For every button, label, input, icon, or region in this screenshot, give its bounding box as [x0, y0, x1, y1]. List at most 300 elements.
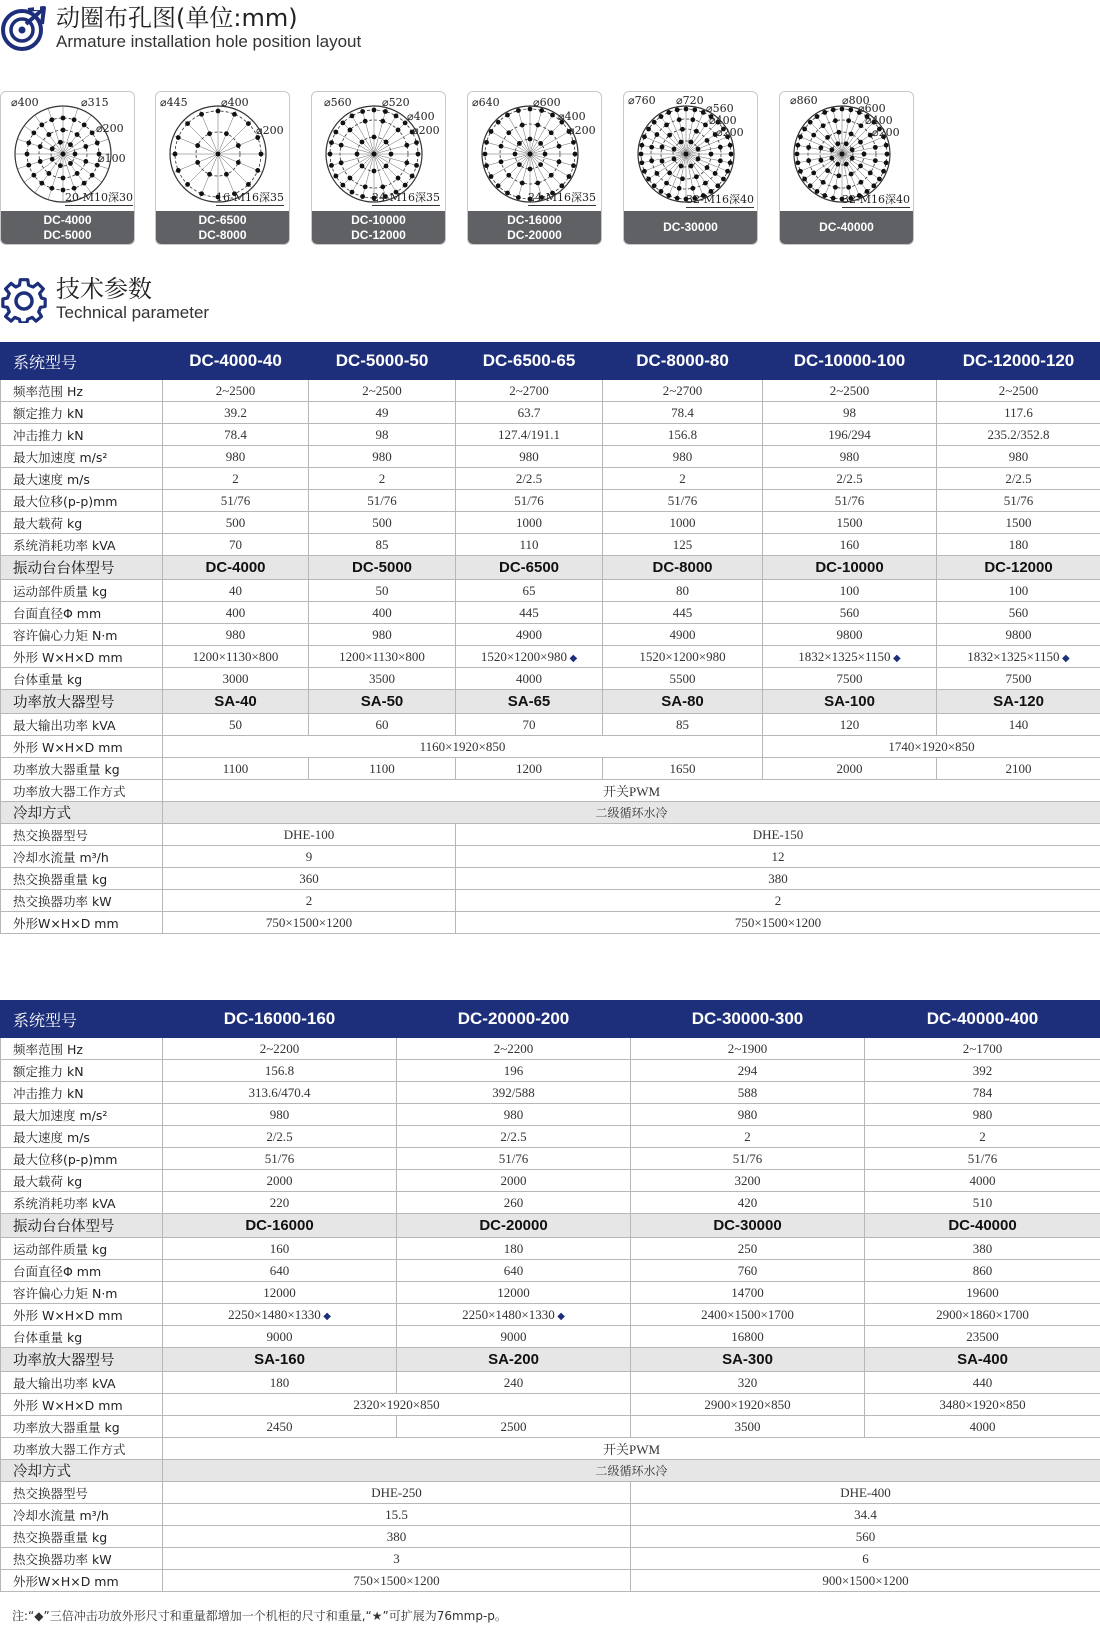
mounting-hole — [873, 158, 878, 163]
table-row — [1, 602, 1100, 624]
table-cell: 127.4/191.1 — [456, 424, 603, 446]
dimension-label: ⌀600 — [533, 96, 561, 109]
table-subheader-row — [1, 690, 1100, 714]
mounting-hole — [396, 176, 401, 181]
mounting-hole — [802, 177, 807, 182]
row-label: 最大位移(p-p)mm — [1, 490, 163, 512]
mounting-hole — [871, 183, 876, 188]
row-label: 振动台台体型号 — [1, 1214, 163, 1238]
mounting-hole — [844, 162, 849, 167]
mounting-hole — [363, 119, 368, 124]
dimension-label: ⌀560 — [706, 102, 734, 115]
table-cell: 80 — [603, 580, 763, 602]
table-cell: 980 — [163, 446, 309, 468]
table-cell: 750×1500×1200 — [163, 912, 456, 934]
mounting-hole — [559, 183, 564, 188]
table-cell: 240 — [397, 1372, 631, 1394]
mounting-hole — [58, 163, 63, 168]
mounting-hole — [38, 144, 43, 149]
mounting-hole — [881, 169, 886, 174]
center-hole — [528, 152, 533, 157]
mounting-hole — [667, 133, 672, 138]
table-subheader-row — [1, 1214, 1100, 1238]
dimension-label: 32-M16深40 — [842, 193, 910, 206]
table-cell: 2 — [603, 468, 763, 490]
row-label: 台面直径Φ mm — [1, 602, 163, 624]
hole-layout-card — [623, 91, 758, 245]
table-cell: 320 — [631, 1372, 865, 1394]
diamond-mark: ◆ — [890, 652, 901, 664]
mounting-hole — [835, 162, 840, 167]
mounting-hole — [829, 147, 834, 152]
table-row — [1, 1482, 1100, 1504]
mounting-hole — [185, 121, 190, 126]
table-cell: 2~2200 — [397, 1038, 631, 1060]
table-cell: 760 — [631, 1260, 865, 1282]
mounting-hole — [567, 174, 572, 179]
mounting-hole — [694, 174, 699, 179]
table-row — [1, 402, 1100, 424]
table-cell: 640 — [397, 1260, 631, 1282]
table-cell: DC-10000 — [763, 556, 937, 580]
dimension-label: ⌀445 — [160, 96, 188, 109]
mounting-hole — [207, 172, 212, 177]
section-title-zh: 技术参数 — [56, 275, 152, 303]
row-label: 最大加速度 m/s² — [1, 1104, 163, 1126]
dimension-label: ⌀200 — [568, 124, 596, 137]
table-cell: 2~1900 — [631, 1038, 865, 1060]
table-cell: 5500 — [603, 668, 763, 690]
table-cell: 2900×1920×850 — [631, 1394, 865, 1416]
table-cell: 2000 — [397, 1170, 631, 1192]
mounting-hole — [846, 185, 851, 190]
table-row — [1, 380, 1100, 402]
mounting-hole — [372, 169, 377, 174]
table-row — [1, 668, 1100, 690]
mounting-hole — [340, 120, 345, 125]
mounting-hole — [660, 159, 665, 164]
mounting-hole — [49, 117, 54, 122]
table-subheader-row — [1, 1348, 1100, 1372]
mounting-hole — [224, 131, 229, 136]
table-cell: 2400×1500×1700 — [631, 1304, 865, 1326]
table-cell: 39.2 — [163, 402, 309, 424]
mounting-hole — [333, 130, 338, 135]
mounting-hole — [639, 160, 644, 165]
model-caption-line: DC-16000 — [507, 212, 562, 227]
table-cell: 260 — [397, 1192, 631, 1214]
mounting-hole — [850, 147, 855, 152]
mounting-hole — [811, 170, 816, 175]
mounting-hole — [571, 163, 576, 168]
table-cell: SA-65 — [456, 690, 603, 714]
table-cell: 400 — [163, 602, 309, 624]
mounting-hole — [484, 140, 489, 145]
table-row — [1, 1570, 1100, 1592]
dimension-label: ⌀400 — [11, 96, 39, 109]
table-cell: 19600 — [865, 1282, 1100, 1304]
table-cell: 2320×1920×850 — [163, 1394, 631, 1416]
mounting-hole — [61, 128, 66, 133]
mounting-hole — [384, 140, 389, 145]
table-cell: 1000 — [456, 512, 603, 534]
table-cell: DC-8000-80 — [603, 343, 763, 380]
mounting-hole — [394, 113, 399, 118]
mounting-hole — [246, 121, 251, 126]
mounting-hole — [831, 196, 836, 201]
table-row — [1, 1260, 1100, 1282]
table-cell: 9800 — [937, 624, 1100, 646]
mounting-hole — [666, 193, 671, 198]
table-cell: 9000 — [163, 1326, 397, 1348]
mounting-hole — [664, 122, 669, 127]
row-label: 外形 W×H×D mm — [1, 646, 163, 668]
table-row — [1, 1126, 1100, 1148]
table-row — [1, 1082, 1100, 1104]
row-label: 额定推力 kN — [1, 402, 163, 424]
row-label: 最大速度 m/s — [1, 468, 163, 490]
mounting-hole — [372, 108, 377, 113]
mounting-hole — [831, 107, 836, 112]
table-cell: DC-6500-65 — [456, 343, 603, 380]
mounting-hole — [649, 145, 654, 150]
mounting-hole — [538, 162, 543, 167]
center-hole — [216, 152, 221, 157]
row-label: 功率放大器重量 kg — [1, 1416, 163, 1438]
table-cell: DC-12000 — [937, 556, 1100, 580]
model-caption — [624, 211, 757, 244]
mounting-hole — [414, 163, 419, 168]
table-row — [1, 714, 1100, 736]
mounting-hole — [659, 114, 664, 119]
table-cell: 2 — [865, 1126, 1100, 1148]
row-label: 额定推力 kN — [1, 1060, 163, 1082]
mounting-hole — [840, 107, 845, 112]
dimension-label: 32-M16深40 — [686, 193, 754, 206]
mounting-hole — [571, 140, 576, 145]
table-cell: 50 — [309, 580, 456, 602]
table-cell: 2~2500 — [309, 380, 456, 402]
table-cell: 140 — [937, 714, 1100, 736]
mounting-hole — [255, 168, 260, 173]
dimension-label: ⌀860 — [790, 94, 818, 107]
mounting-hole — [696, 157, 701, 162]
table-cell: 2/2.5 — [456, 468, 603, 490]
table-cell: 380 — [163, 1526, 631, 1548]
mounting-hole — [517, 141, 522, 146]
table-cell: 49 — [309, 402, 456, 424]
mounting-hole — [46, 132, 51, 137]
table-header-row — [1, 1001, 1100, 1038]
mounting-hole — [46, 171, 51, 176]
table-cell: 100 — [937, 580, 1100, 602]
row-label: 热交换器重量 kg — [1, 1526, 163, 1548]
spec-table-1 — [0, 342, 1100, 934]
dimension-label: ⌀200 — [256, 124, 284, 137]
mounting-hole — [694, 129, 699, 134]
row-label: 热交换器型号 — [1, 1482, 163, 1504]
table-row — [1, 1060, 1100, 1082]
mounting-hole — [713, 171, 718, 176]
footnote: 注:“◆”三倍冲击功放外形尺寸和重量都增加一个机柜的尺寸和重量,“★”可扩展为76mmp-p。 — [12, 1609, 507, 1623]
mounting-hole — [835, 141, 840, 146]
table-row — [1, 1170, 1100, 1192]
table-cell: 380 — [456, 868, 1100, 890]
table-cell: 1520×1200×980 — [603, 646, 763, 668]
mounting-hole — [513, 152, 518, 157]
dimension-label: ⌀520 — [382, 96, 410, 109]
mounting-hole — [505, 191, 510, 196]
mounting-hole — [709, 152, 714, 157]
table-cell: 3500 — [309, 668, 456, 690]
mounting-hole — [39, 122, 44, 127]
table-cell: 4000 — [865, 1170, 1100, 1192]
dimension-label: ⌀400 — [709, 114, 737, 127]
mounting-hole — [363, 184, 368, 189]
table-row — [1, 824, 1100, 846]
table-cell: SA-300 — [631, 1348, 865, 1372]
dimension-label: ⌀315 — [81, 96, 109, 109]
mounting-hole — [718, 145, 723, 150]
center-hole — [61, 152, 66, 157]
table-cell: 980 — [309, 446, 456, 468]
hole-layout-card — [0, 91, 135, 245]
row-label: 冷却方式 — [1, 1460, 163, 1482]
table-cell: 500 — [309, 512, 456, 534]
table-cell: SA-100 — [763, 690, 937, 714]
mounting-hole — [642, 134, 647, 139]
table-cell: 500 — [163, 512, 309, 534]
mounting-hole — [721, 177, 726, 182]
table-cell: DC-4000 — [163, 556, 309, 580]
model-caption-line: DC-4000 — [43, 212, 92, 227]
mounting-hole — [329, 163, 334, 168]
table-cell: 63.7 — [456, 402, 603, 424]
row-label: 系统型号 — [1, 1001, 163, 1038]
row-label: 最大输出功率 kVA — [1, 1372, 163, 1394]
table-row — [1, 1438, 1100, 1460]
table-cell: 560 — [937, 602, 1100, 624]
table-cell: 1100 — [163, 758, 309, 780]
mounting-hole — [808, 183, 813, 188]
row-label: 冷却水流量 m³/h — [1, 846, 163, 868]
model-caption-line: DC-8000 — [198, 227, 247, 242]
model-caption-line: DC-10000 — [351, 212, 406, 227]
mounting-hole — [355, 152, 360, 157]
table-row — [1, 1504, 1100, 1526]
dimension-label: 24-M16深35 — [372, 191, 440, 204]
target-gear-icon — [0, 4, 48, 52]
mounting-hole — [850, 156, 855, 161]
mounting-hole — [833, 118, 838, 123]
row-label: 外形 W×H×D mm — [1, 1394, 163, 1416]
mounting-hole — [705, 165, 710, 170]
table-cell: DC-20000-200 — [397, 1001, 631, 1038]
mounting-hole — [654, 171, 659, 176]
section-hole-layout-header — [0, 4, 361, 52]
table-cell: 980 — [397, 1104, 631, 1126]
table-cell: 6 — [631, 1548, 1100, 1570]
table-cell: 2~2700 — [603, 380, 763, 402]
table-cell: 784 — [865, 1082, 1100, 1104]
model-caption — [156, 211, 289, 244]
table-cell: 2 — [631, 1126, 865, 1148]
table-row — [1, 512, 1100, 534]
mounting-hole — [489, 129, 494, 134]
mounting-hole — [68, 161, 73, 166]
mounting-hole — [25, 152, 30, 157]
table-cell: 360 — [163, 868, 456, 890]
table-cell: 380 — [865, 1238, 1100, 1260]
dimension-label: ⌀600 — [858, 102, 886, 115]
table-cell: 4000 — [865, 1416, 1100, 1438]
mounting-hole — [690, 186, 695, 191]
table-cell: 4900 — [603, 624, 763, 646]
mounting-hole — [677, 117, 682, 122]
mounting-hole — [646, 127, 651, 132]
table-row — [1, 446, 1100, 468]
mounting-hole — [664, 181, 669, 186]
table-cell: 1740×1920×850 — [763, 736, 1100, 758]
mounting-hole — [729, 152, 734, 157]
mounting-hole — [528, 137, 533, 142]
table-cell: DC-16000-160 — [163, 1001, 397, 1038]
table-row — [1, 1304, 1100, 1326]
table-cell: 51/76 — [163, 1148, 397, 1170]
table-cell: 15.5 — [163, 1504, 631, 1526]
mounting-hole — [506, 173, 511, 178]
mounting-hole — [199, 191, 204, 196]
mounting-hole — [680, 127, 685, 132]
mounting-hole — [520, 123, 525, 128]
table-cell: 750×1500×1200 — [163, 1570, 631, 1592]
mounting-hole — [798, 169, 803, 174]
mounting-hole — [728, 160, 733, 165]
table-cell: 180 — [397, 1238, 631, 1260]
model-caption — [1, 211, 134, 244]
mounting-hole — [416, 152, 421, 157]
table-cell: 4900 — [456, 624, 603, 646]
dimension-label: 20-M10深30 — [65, 191, 133, 204]
mounting-hole — [350, 113, 355, 118]
row-label: 热交换器型号 — [1, 824, 163, 846]
table-cell: DC-10000-100 — [763, 343, 937, 380]
mounting-hole — [858, 180, 863, 185]
dimension-label: ⌀400 — [221, 96, 249, 109]
mounting-hole — [483, 152, 488, 157]
mounting-hole — [195, 160, 200, 165]
table-row — [1, 624, 1100, 646]
table-cell: 2 — [163, 890, 456, 912]
row-label: 热交换器功率 kW — [1, 1548, 163, 1570]
table-cell: DC-12000-120 — [937, 343, 1100, 380]
table-cell: 78.4 — [163, 424, 309, 446]
mounting-hole — [679, 140, 684, 145]
model-caption-line: DC-20000 — [507, 227, 562, 242]
mounting-hole — [680, 176, 685, 181]
table-cell: 12 — [456, 846, 1100, 868]
table-cell: 250 — [631, 1238, 865, 1260]
table-row — [1, 868, 1100, 890]
table-row — [1, 1192, 1100, 1214]
table-cell: 3200 — [631, 1170, 865, 1192]
table-cell: DC-5000-50 — [309, 343, 456, 380]
mounting-hole — [505, 113, 510, 118]
mounting-hole — [506, 130, 511, 135]
row-label: 冲击推力 kN — [1, 1082, 163, 1104]
mounting-hole — [873, 145, 878, 150]
dimension-label: ⌀400 — [558, 110, 586, 123]
hole-layout-row — [0, 91, 1100, 247]
table-cell: 640 — [163, 1260, 397, 1282]
dimension-label: 16-M16深35 — [216, 191, 284, 204]
hole-layout-card — [467, 91, 602, 245]
mounting-hole — [72, 117, 77, 122]
table-cell: DHE-100 — [163, 824, 456, 846]
table-cell: 23500 — [865, 1326, 1100, 1348]
table-cell: SA-120 — [937, 690, 1100, 714]
table-row — [1, 1548, 1100, 1570]
table-cell: 980 — [309, 624, 456, 646]
section-title-en: Technical parameter — [56, 303, 210, 322]
mounting-hole — [535, 123, 540, 128]
mounting-hole — [535, 181, 540, 186]
table-cell: SA-80 — [603, 690, 763, 714]
mounting-hole — [499, 144, 504, 149]
mounting-hole — [844, 141, 849, 146]
hole-layout-card — [155, 91, 290, 245]
mounting-hole — [848, 107, 853, 112]
table-cell: 2500 — [397, 1416, 631, 1438]
table-cell: 50 — [163, 714, 309, 736]
table-row — [1, 1526, 1100, 1548]
mounting-hole — [642, 169, 647, 174]
row-label: 系统型号 — [1, 343, 163, 380]
table-cell: 1160×1920×850 — [163, 736, 763, 758]
mounting-hole — [689, 140, 694, 145]
table-cell: 2250×1480×1330 ◆ — [397, 1304, 631, 1326]
mounting-hole — [692, 107, 697, 112]
mounting-hole — [340, 183, 345, 188]
mounting-hole — [829, 156, 834, 161]
table-cell: 125 — [603, 534, 763, 556]
mounting-hole — [517, 162, 522, 167]
table-cell: 2/2.5 — [163, 1126, 397, 1148]
table-row — [1, 1394, 1100, 1416]
mounting-hole — [836, 173, 841, 178]
table-cell: 2 — [163, 468, 309, 490]
table-cell: 2000 — [163, 1170, 397, 1192]
mounting-hole — [652, 120, 657, 125]
mounting-hole — [802, 127, 807, 132]
dimension-label: ⌀200 — [412, 124, 440, 137]
mounting-hole — [348, 128, 353, 133]
diamond-mark: ◆ — [554, 1310, 565, 1322]
table-cell: 1520×1200×980 ◆ — [456, 646, 603, 668]
table-cell: 156.8 — [603, 424, 763, 446]
row-label: 最大加速度 m/s² — [1, 446, 163, 468]
dimension-label: ⌀100 — [98, 152, 126, 165]
mounting-hole — [557, 159, 562, 164]
table-row — [1, 646, 1100, 668]
mounting-hole — [798, 134, 803, 139]
center-hole — [684, 152, 689, 157]
mounting-hole — [862, 152, 867, 157]
mounting-hole — [216, 109, 221, 114]
mounting-hole — [718, 158, 723, 163]
table-cell: 860 — [865, 1260, 1100, 1282]
table-cell: 294 — [631, 1060, 865, 1082]
